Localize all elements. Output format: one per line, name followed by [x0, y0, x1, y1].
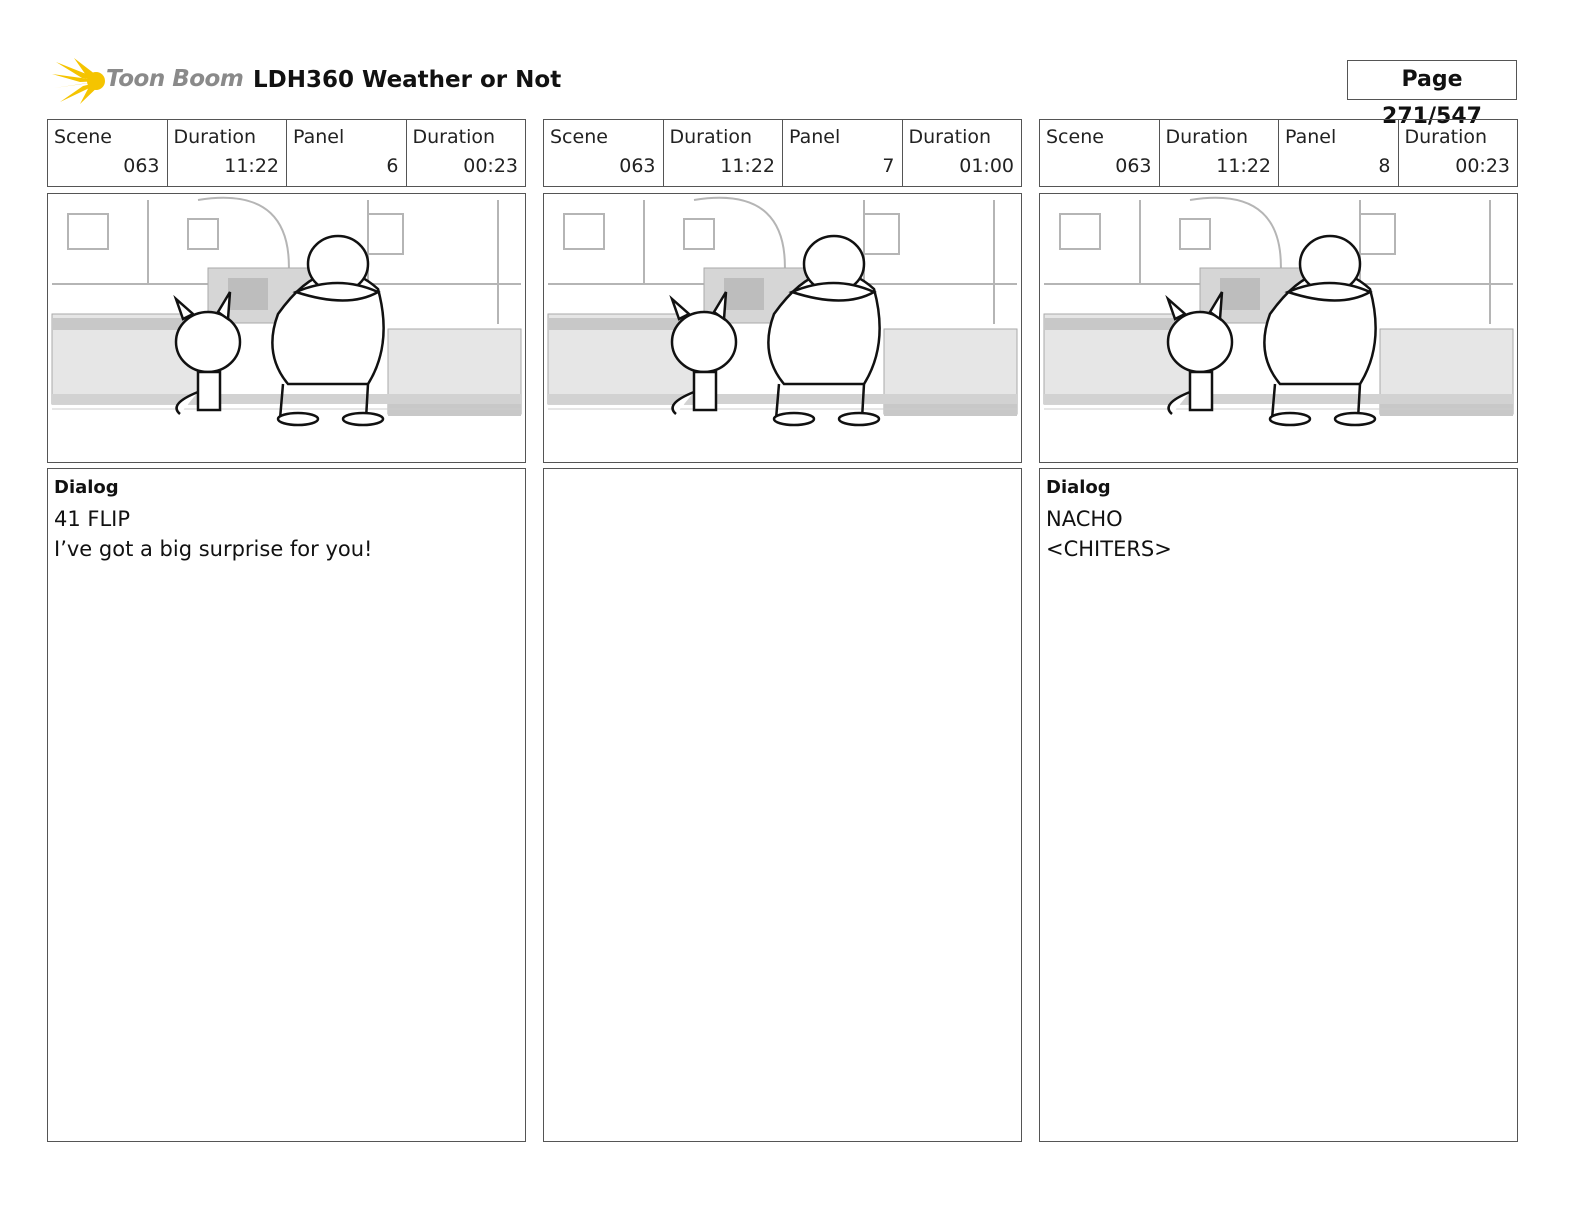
scene-duration-value: 11:22 [224, 155, 279, 177]
panel-image [47, 193, 526, 463]
panel-image [1039, 193, 1518, 463]
panel-cell [783, 120, 903, 186]
dialog-box [1039, 468, 1518, 1142]
scene-cell [1040, 120, 1160, 186]
panel-info-table [543, 119, 1022, 187]
duration-label: Duration [669, 126, 753, 148]
duration-label: Duration [173, 126, 257, 148]
storyboard-sketch [1040, 194, 1517, 462]
dialog-box [543, 468, 1022, 1142]
scene-duration-value: 11:22 [720, 155, 775, 177]
panel-label: Panel [1285, 126, 1337, 148]
document-title: LDH360 Weather or Not [253, 67, 562, 93]
duration-label: Duration [1404, 126, 1488, 148]
dialog-line: I’ve got a big surprise for you! [54, 537, 373, 561]
panel-label: Panel [789, 126, 841, 148]
dialog-line: NACHO [1046, 507, 1123, 531]
panel-duration-cell [407, 120, 526, 186]
scene-value: 063 [619, 155, 656, 177]
duration-label: Duration [412, 126, 496, 148]
duration-label: Duration [908, 126, 992, 148]
panel-cell [287, 120, 407, 186]
panel-number-value: 8 [1378, 155, 1391, 177]
scene-duration-cell [664, 120, 784, 186]
dialog-line: 41 FLIP [54, 507, 131, 531]
panel-duration-value: 00:23 [1455, 155, 1510, 177]
scene-value: 063 [123, 155, 160, 177]
scene-value: 063 [1115, 155, 1152, 177]
panel-image [543, 193, 1022, 463]
dialog-label: Dialog [1046, 477, 1111, 498]
scene-duration-cell [168, 120, 288, 186]
panel-duration-value: 00:23 [463, 155, 518, 177]
panel-number-value: 7 [882, 155, 895, 177]
scene-cell [48, 120, 168, 186]
panel-duration-value: 01:00 [959, 155, 1014, 177]
scene-duration-value: 11:22 [1216, 155, 1271, 177]
scene-cell [544, 120, 664, 186]
dialog-line: <CHITERS> [1046, 537, 1172, 561]
storyboard-sketch [544, 194, 1021, 462]
panel-duration-cell [903, 120, 1022, 186]
dialog-box [47, 468, 526, 1142]
dialog-label: Dialog [54, 477, 119, 498]
scene-label: Scene [54, 126, 112, 148]
panel-label: Panel [293, 126, 345, 148]
panel-info-table [1039, 119, 1518, 187]
storyboard-sketch [48, 194, 525, 462]
page-indicator: Page 271/547 [1347, 60, 1517, 100]
duration-label: Duration [1165, 126, 1249, 148]
scene-label: Scene [1046, 126, 1104, 148]
panel-cell [1279, 120, 1399, 186]
starburst-icon [52, 56, 108, 106]
panel-number-value: 6 [386, 155, 399, 177]
scene-label: Scene [550, 126, 608, 148]
scene-duration-cell [1160, 120, 1280, 186]
panel-duration-cell [1399, 120, 1518, 186]
logo-text: Toon Boom [106, 66, 244, 92]
panel-info-table [47, 119, 526, 187]
toon-boom-logo [52, 56, 242, 106]
page-header [50, 56, 1534, 129]
